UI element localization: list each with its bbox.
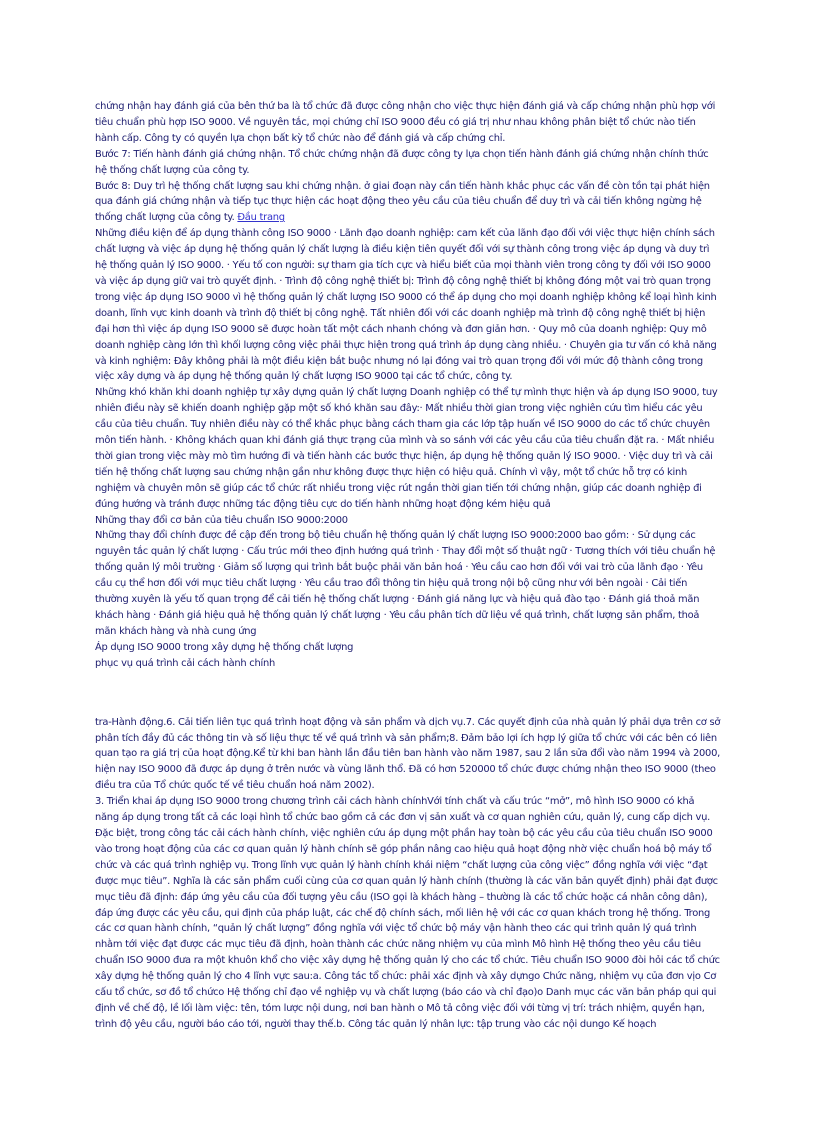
paragraph-principles-history: tra-Hành động.6. Cải tiến liên tục quá trình hoạt động và sản phẩm và dịch vụ.7. Các quyết định của nhà quản lý phải dựa trên cơ sở phân tích đầy đủ các thông tin và số liệu thực tế về quá trình và sản phẩm;8. Đảm bảo lợi ích hợp lý giữa tổ chức với các bên có liên quan tạo ra giá trị của hoạt động.Kể từ khi ban hành lần đầu tiên ban hành vào năm 1987, sau 2 lần sửa đổi vào năm 1994 và 2000, hiện nay ISO 9000 đã được áp dụng ở trên nước và vùng lãnh thổ. Đã có hơn 520000 tổ chức được chứng nhận theo ISO 9000 (theo điều tra của Tổ chức quốc tế về tiêu chuẩn hoá năm 2002).	[95, 716, 721, 792]
paragraph-step-8	[95, 179, 721, 227]
heading-iso-2000-changes: Những thay đổi cơ bản của tiêu chuẩn ISO 9000:2000	[95, 514, 348, 526]
paragraph-certification-body: chứng nhận hay đánh giá của bên thứ ba là tổ chức đã được công nhận cho việc thực hiện đánh giá và cấp chứng nhận phù hợp với tiêu chuẩn phù hợp ISO 9000. Về nguyên tắc, mọi chứng chỉ ISO 9000 đều có giá trị như nhau không phân biệt tổ chức nào tiến hành cấp. Công ty có quyền lựa chọn bất kỳ tổ chức nào để đánh giá và cấp chứng chỉ.	[95, 101, 716, 144]
section-gap	[95, 672, 721, 715]
back-to-top-link[interactable]: Đầu trang	[237, 212, 285, 224]
heading-apply-iso: Áp dụng ISO 9000 trong xây dựng hệ thống chất lượng	[95, 641, 354, 653]
document-page	[95, 99, 721, 1033]
step-8-text: Bước 8: Duy trì hệ thống chất lượng sau khi chứng nhận. ở giai đoạn này cần tiến hành khắc phục các vấn đề còn tồn tại phát hiện qua đánh giá chứng nhận và tiếp tục thực hiện các hoạt động theo yêu cầu của tiêu chuẩn để duy trì và cải tiến không ngừng hệ thống chất lượng của công ty.	[95, 180, 710, 224]
paragraph-difficulties: Những khó khăn khi doanh nghiệp tự xây dựng quản lý chất lượng Doanh nghiệp có thể tự mình thực hiện và áp dụng ISO 9000, tuy nhiên điều này sẽ khiến doanh nghiệp gặp một số khó khăn sau đây:· Mất nhiều thời gian trong việc nghiên cứu tìm hiểu các yêu cầu của tiêu chuẩn. Tuy nhiên điều này có thể khắc phục bằng cách tham gia các lớp tập huấn về ISO 9000 do các tổ chức chuyên môn tiến hành. · Không khách quan khi đánh giá thực trạng của mình và so sánh với các yêu cầu của tiêu chuẩn đặt ra. · Mất nhiều thời gian trong việc mày mò tìm hướng đi và tiến hành các bước thực hiện, áp dụng hệ thống quản lý ISO 9000. · Việc duy trì và cải tiến hệ thống chất lượng sau chứng nhận gần như không được thực hiện có hiệu quả. Chính vì vậy, một tổ chức hỗ trợ có kinh nghiệm và chuyên môn sẽ giúp các tổ chức rất nhiều trong việc rút ngắn thời gian tiến tới chứng nhận, giúp các doanh nghiệp đi đúng hướng và tránh được những tác động tiêu cực do tiến hành những hoạt động kém hiệu quả	[95, 387, 718, 510]
paragraph-success-conditions: Những điều kiện để áp dụng thành công ISO 9000 · Lãnh đạo doanh nghiệp: cam kết của lãnh đạo đối với việc thực hiện chính sách chất lượng và việc áp dụng hệ thống quản lý chất lượng là điều kiện tiên quyết đối với sự thành công trong việc áp dụng và duy trì hệ thống quản lý ISO 9000. · Yếu tố con người: sự tham gia tích cực và hiểu biết của mọi thành viên trong công ty đối với ISO 9000 và việc áp dụng giữ vai trò quyết định. · Trình độ công nghệ thiết bị: Trình độ công nghệ thiết bị không đóng một vai trò quan trọng trong việc áp dụng ISO 9000 vì hệ thống quản lý chất lượng ISO 9000 có thể áp dụng cho mọi doanh nghiệp không kể loại hình kinh doanh, lĩnh vực kinh doanh và trình độ thiết bị công nghệ. Tất nhiên đối với các doanh nghiệp mà trình độ công nghệ thiết bị hiện đại hơn thì việc áp dụng ISO 9000 sẽ được hoàn tất một cách nhanh chóng và đơn giản hơn. · Quy mô của doanh nghiệp: Quy mô doanh nghiệp càng lớn thì khối lượng công việc phải thực hiện trong quá trình áp dụng càng nhiều. · Chuyên gia tư vấn có khả năng và kinh nghiệm: Đây không phải là một điều kiện bắt buộc nhưng nó lại đóng vai trò quan trọng đối với mức độ thành công trong việc xây dựng và áp dụng hệ thống quản lý chất lượng ISO 9000 tại các tổ chức, công ty.	[95, 228, 717, 383]
paragraph-admin-reform-deployment: 3. Triển khai áp dụng ISO 9000 trong chương trình cải cách hành chínhVới tính chất và cấu trúc “mở”, mô hình ISO 9000 có khả năng áp dụng trong tất cả các loại hình tổ chức bao gồm cả các đơn vị sản xuất và cơ quan nghiên cứu, quản lý, cung cấp dịch vụ. Đặc biệt, trong công tác cải cách hành chính, việc nghiên cứu áp dụng một phần hay toàn bộ các yêu cầu của tiêu chuẩn ISO 9000 vào trong hoạt động của các cơ quan quản lý hành chính sẽ góp phần nâng cao hiệu quả hoạt động nhờ việc chuẩn hoá bộ máy tổ chức và các quá trình nghiệp vụ. Trong lĩnh vực quản lý hành chính khái niệm “chất lượng của công việc” đồng nghĩa với việc “đạt được mục tiêu”. Nghĩa là các sản phẩm cuối cùng của cơ quan quản lý hành chính (thường là các văn bản quyết định) phải đạt được mục tiêu đã định: đáp ứng yêu cầu của đối tượng yêu cầu (ISO gọi là khách hàng – thường là các tổ chức hoặc cá nhân công dân), đáp ứng được các yêu cầu, qui định của pháp luật, các chế độ chính sách, mối liên hệ với các cơ quan khách trong hệ thống. Trong các cơ quan hành chính, “quản lý chất lượng” đồng nghĩa với việc tổ chức bộ máy vận hành theo các qui trình quản lý quá trình nhằm tới việc đạt được các mục tiêu đã định, hoàn thành các chức năng nhiệm vụ của mình Mô hình Hệ thống theo yêu cầu tiêu chuẩn ISO 9000 đưa ra một khuôn khổ cho việc xây dựng hệ thống quản lý cho các tổ chức. Tiêu chuẩn ISO 9000 đòi hỏi các tổ chức xây dựng hệ thống quản lý cho 4 lĩnh vực sau:a. Công tác tổ chức: phải xác định và xây dựngo Chức năng, nhiệm vụ của đơn vịo Cơ cấu tổ chức, sơ đồ tổ chứco Hệ thống chỉ đạo về nghiệp vụ và chất lượng (báo cáo và chỉ đạo)o Danh mục các văn bản pháp qui qui định về chế độ, lề lối làm việc: tên, tóm lược nội dung, nơi ban hành o Mô tả công việc đối với từng vị trí: trách nhiệm, quyền hạn, trình độ yêu cầu, người báo cáo tới, người thay thế.b. Công tác quản lý nhân lực: tập trung vào các nội dungo Kế hoạch	[95, 796, 720, 1030]
paragraph-step-7: Bước 7: Tiến hành đánh giá chứng nhận. Tổ chức chứng nhận đã được công ty lựa chọn tiến hành đánh giá chứng nhận chính thức hệ thống chất lượng của công ty.	[95, 148, 709, 176]
heading-admin-reform: phục vụ quá trình cải cách hành chính	[95, 657, 275, 669]
paragraph-iso-2000-changes: Những thay đổi chính được đề cập đến trong bộ tiêu chuẩn hệ thống quản lý chất lượng ISO 9000:2000 bao gồm: · Sử dụng các nguyên tắc quản lý chất lượng · Cấu trúc mới theo định hướng quá trình · Thay đổi một số thuật ngữ · Tương thích với tiêu chuẩn hệ thống quản lý môi trường · Giảm số lượng qui trình bắt buộc phải văn bản hoá · Yêu cầu cao hơn đối với vai trò của lãnh đạo · Yêu cầu cụ thể hơn đối với mục tiêu chất lượng · Yêu cầu trao đổi thông tin hiệu quả trong nội bộ cũng như với bên ngoài · Cải tiến thường xuyên là yếu tố quan trọng để cải tiến hệ thống chất lượng · Đánh giá năng lực và hiệu quả đào tạo · Đánh giá thoả mãn khách hàng · Đánh giá hiệu quả hệ thống quản lý chất lượng · Yêu cầu phân tích dữ liệu về quá trình, chất lượng sản phẩm, thoả mãn khách hàng và nhà cung ứng	[95, 530, 716, 637]
